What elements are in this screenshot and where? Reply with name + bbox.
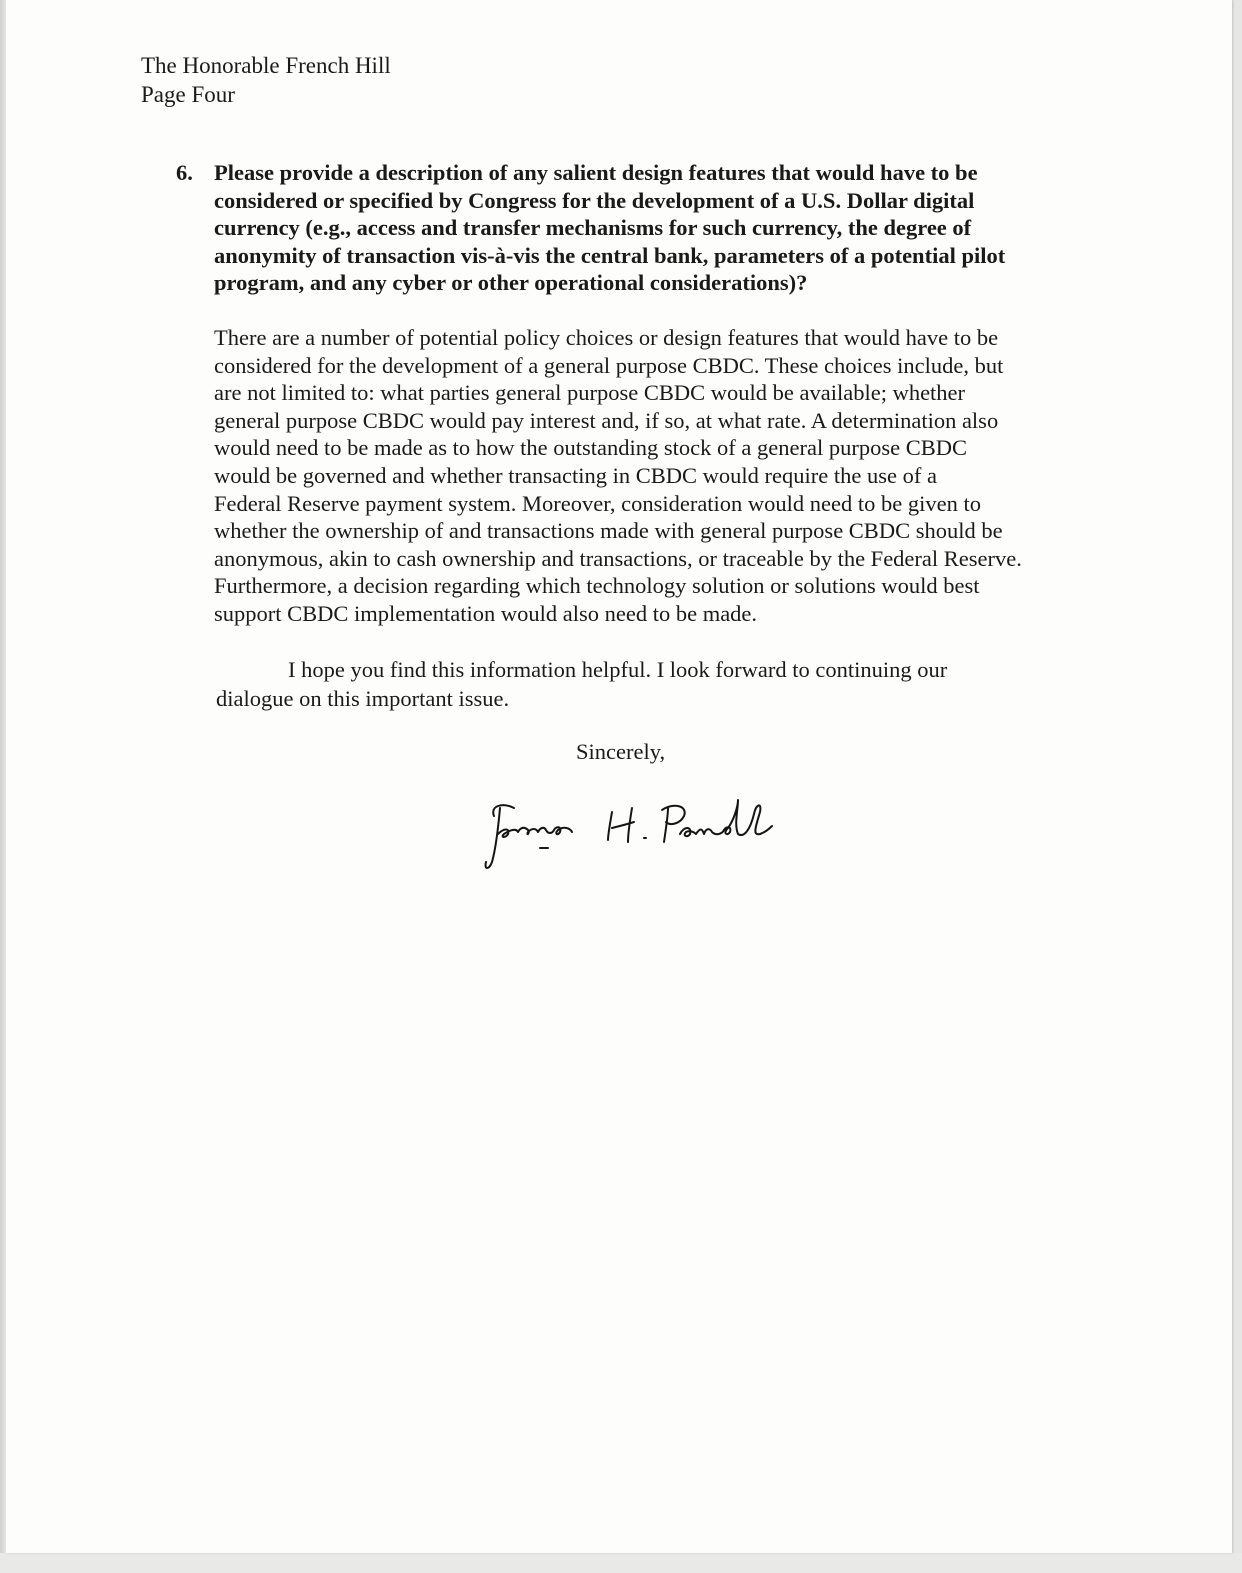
salutation: Sincerely, [576,739,666,764]
answer-line: would need to be made as to how the outstanding stock of a general purpose CBDC [214,435,967,461]
question-text [214,159,1076,297]
answer-paragraph [214,324,1094,628]
handwritten-signature [476,790,796,880]
answer-line: support CBDC implementation would also need to be made. [214,600,758,626]
closing-line: I hope you find this information helpful. I look forward to continuing our [288,657,948,682]
answer-line: There are a number of potential policy choices or design features that would have to be [214,325,999,350]
question-line: program, and any cyber or other operational considerations)? [214,270,808,296]
page-bottom-edge [0,1553,1242,1573]
letter-header [141,51,391,109]
question-line: anonymity of transaction vis-à-vis the central bank, parameters of a potential pilot [214,242,1006,268]
question-line: considered or specified by Congress for the development of a U.S. Dollar digital [214,187,975,213]
question-block [176,159,1076,297]
question-line: Please provide a description of any salient design features that would have to be [214,160,978,185]
closing-line: dialogue on this important issue. [216,686,510,711]
answer-line: Federal Reserve payment system. Moreover, consideration would need to be given to [214,490,982,516]
answer-line: Furthermore, a decision regarding which technology solution or solutions would best [214,573,980,599]
closing-paragraph [216,655,1096,713]
page-number-line: Page Four [141,82,235,107]
answer-line: whether the ownership of and transactions made with general purpose CBDC should be [214,518,1003,544]
answer-line: are not limited to: what parties general purpose CBDC would be available; whether [214,380,966,406]
recipient-line: The Honorable French Hill [141,53,391,78]
question-number: 6. [176,160,193,185]
answer-line: anonymous, akin to cash ownership and transactions, or traceable by the Federal Reserve. [214,545,1022,571]
answer-line: general purpose CBDC would pay interest and, if so, at what rate. A determination also [214,407,999,433]
question-line: currency (e.g., access and transfer mechanisms for such currency, the degree of [214,215,972,241]
answer-line: considered for the development of a general purpose CBDC. These choices include, but [214,352,1004,378]
letter-page [6,0,1232,1553]
answer-line: would be governed and whether transacting in CBDC would require the use of a [214,462,937,488]
